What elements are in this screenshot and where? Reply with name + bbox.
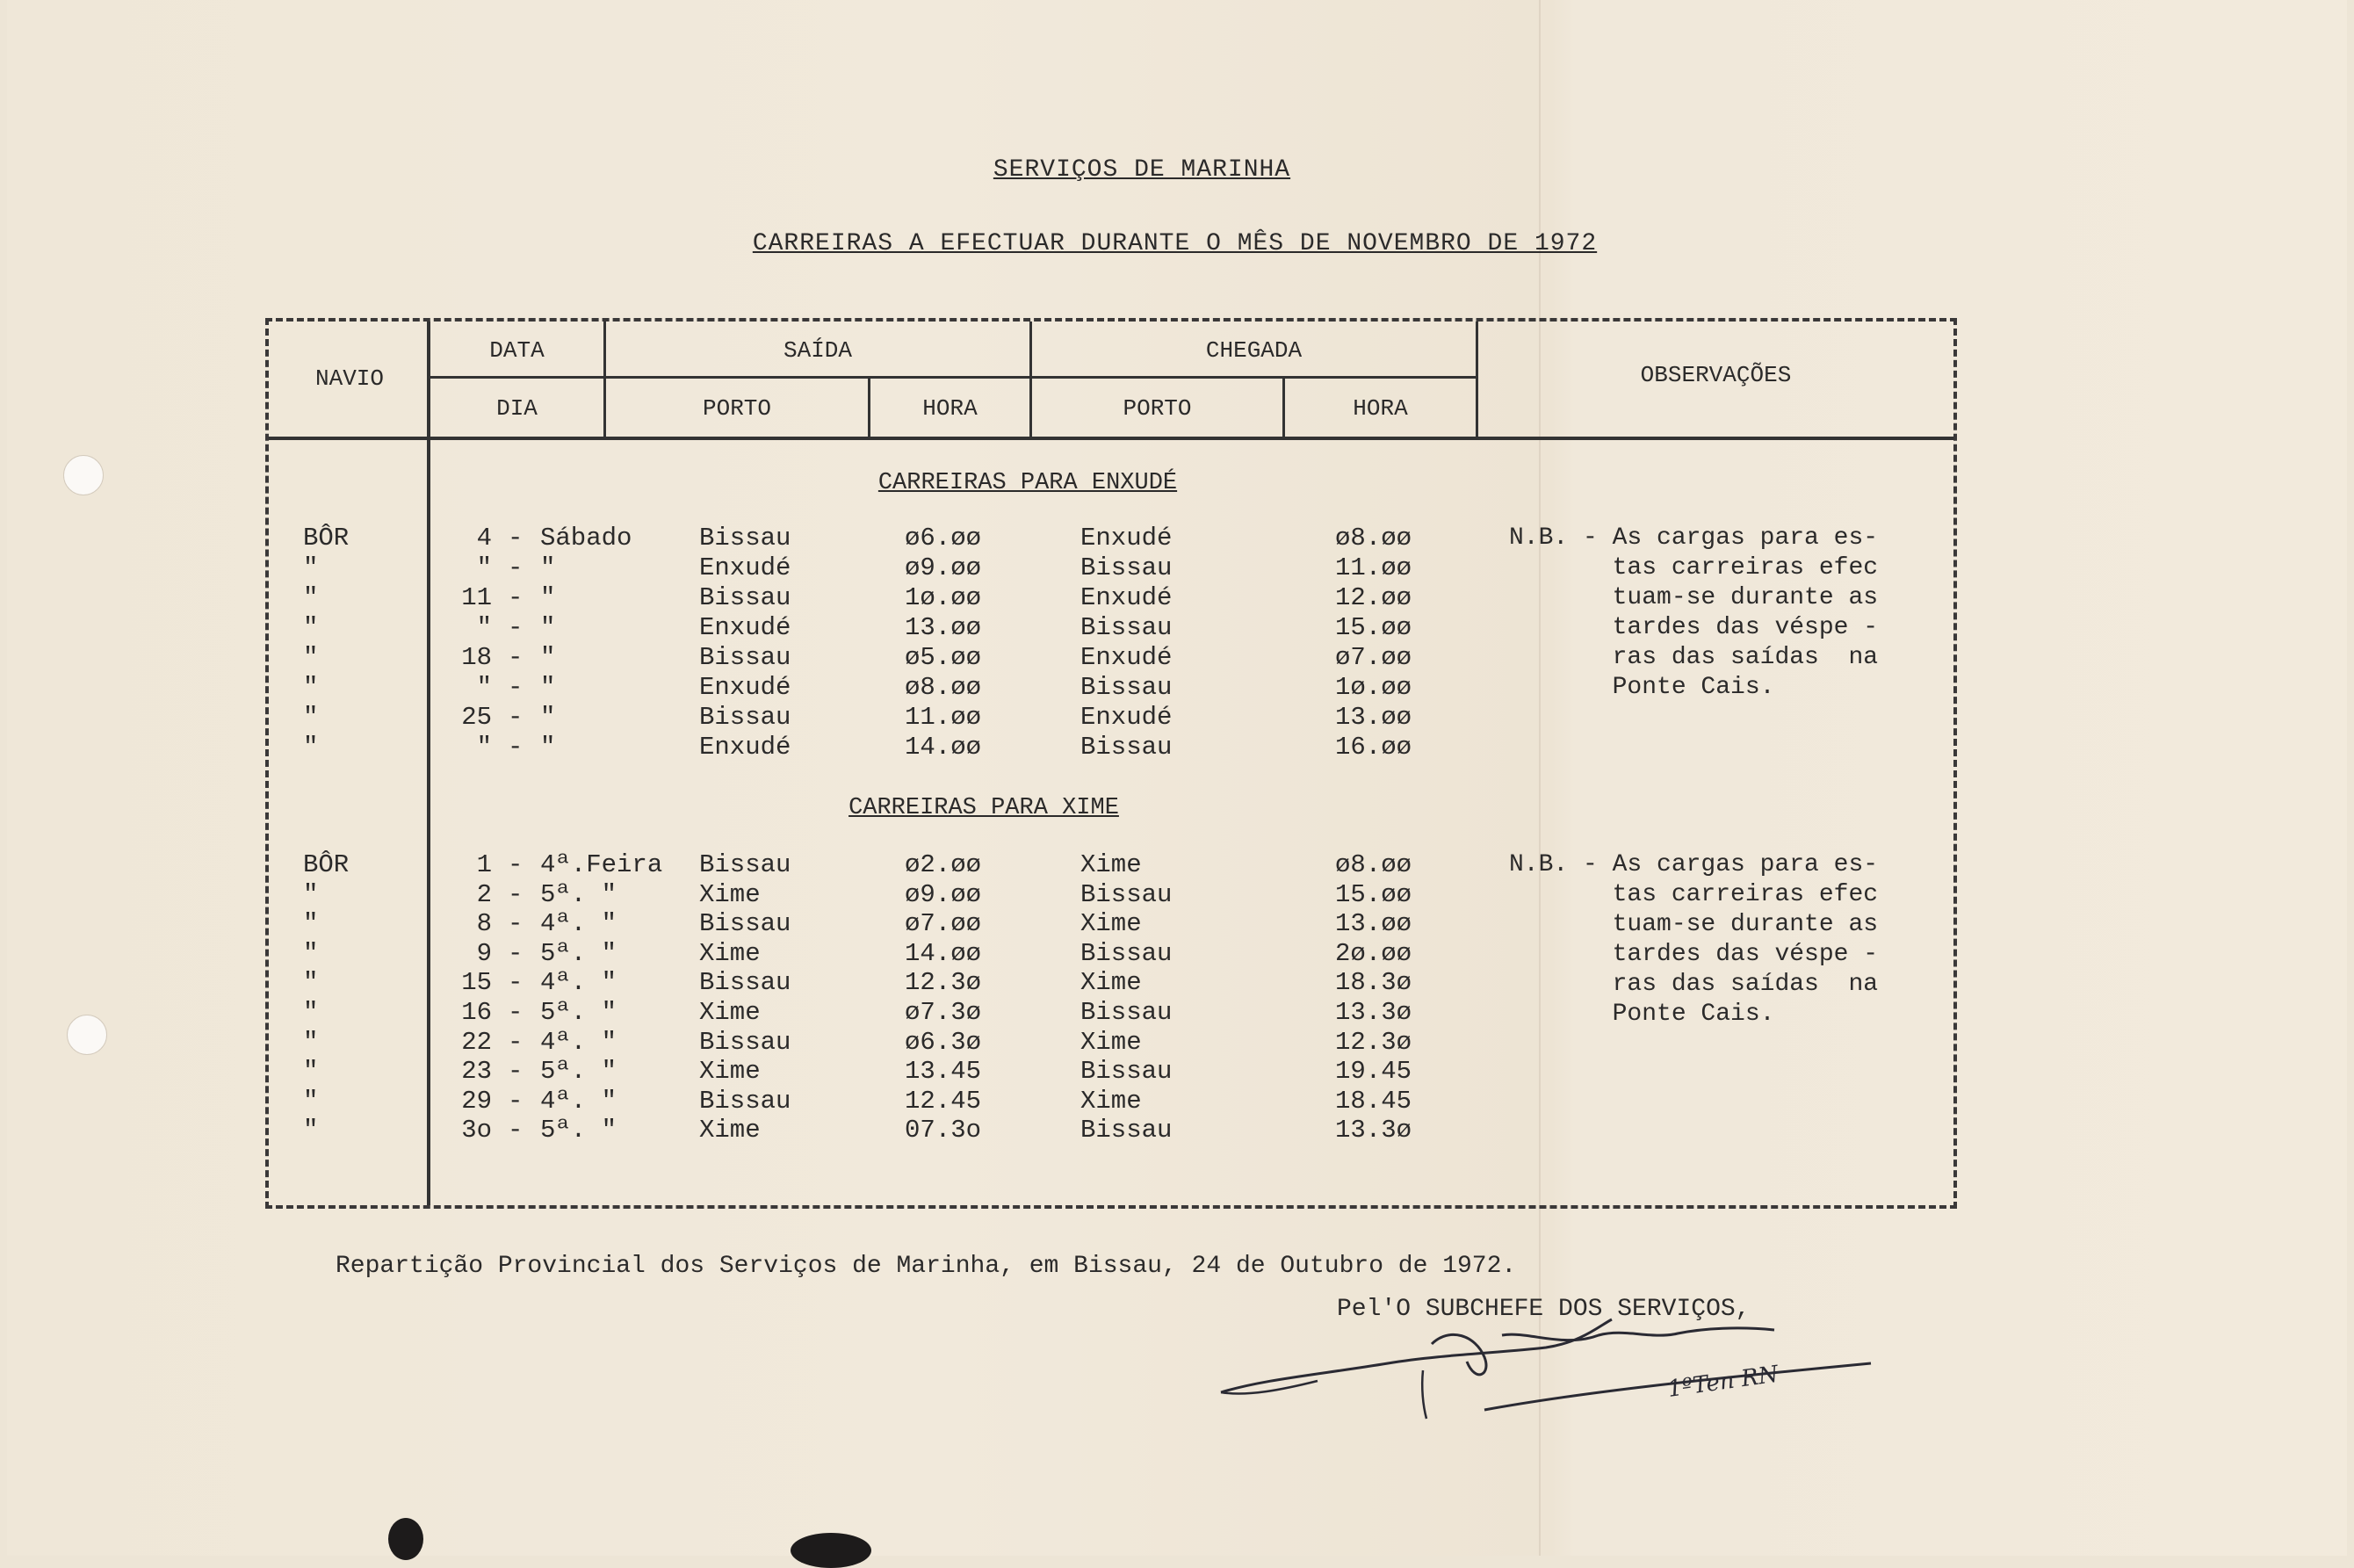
cell-navio: " <box>303 998 319 1027</box>
cell-chegada-hora: 13.3ø <box>1335 1116 1412 1145</box>
cell-chegada-porto: Bissau <box>1080 673 1173 702</box>
cell-saida-hora: ø6.3ø <box>905 1027 982 1057</box>
cell-dia: 4ª. " <box>540 1027 617 1057</box>
row-separator: - <box>508 1086 524 1116</box>
cell-num: 18 <box>461 643 492 672</box>
cell-saida-porto: Enxudé <box>699 553 791 582</box>
cell-chegada-porto: Enxudé <box>1080 643 1173 672</box>
cell-saida-hora: 11.øø <box>905 703 982 732</box>
navio-column-divider <box>427 322 430 1205</box>
cell-num: " <box>476 553 492 582</box>
cell-saida-porto: Enxudé <box>699 673 791 702</box>
row-separator: - <box>508 524 524 553</box>
observation-line: Ponte Cais. <box>1509 1001 1775 1028</box>
row-separator: - <box>508 879 524 909</box>
cell-num: 16 <box>461 998 492 1027</box>
row-separator: - <box>508 1116 524 1145</box>
cell-num: 11 <box>461 583 492 612</box>
cell-saida-porto: Bissau <box>699 643 791 672</box>
cell-navio: " <box>303 968 319 998</box>
cell-chegada-hora: 13.3ø <box>1335 998 1412 1027</box>
punch-hole-top <box>63 455 104 495</box>
cell-saida-porto: Bissau <box>699 968 791 998</box>
header-navio: NAVIO <box>314 365 384 392</box>
cell-chegada-hora: ø8.øø <box>1335 524 1412 553</box>
cell-saida-hora: 07.3o <box>905 1116 982 1145</box>
cell-dia: 5ª. " <box>540 938 617 968</box>
cell-num: " <box>476 733 492 762</box>
cell-navio: " <box>303 703 319 732</box>
row-separator: - <box>508 850 524 879</box>
footer-signatory: Pel'O SUBCHEFE DOS SERVIÇOS, <box>1337 1296 1751 1323</box>
cell-chegada-porto: Enxudé <box>1080 703 1173 732</box>
cell-saida-hora: ø7.øø <box>905 909 982 939</box>
cell-chegada-hora: 12.øø <box>1335 583 1412 612</box>
cell-saida-porto: Bissau <box>699 583 791 612</box>
observation-line: tardes das véspe - <box>1509 941 1879 968</box>
cell-saida-hora: 14.øø <box>905 938 982 968</box>
observation-line: tuam-se durante as <box>1509 911 1879 938</box>
header-divider <box>269 437 1953 440</box>
cell-num: 2 <box>476 879 492 909</box>
document-heading: SERVIÇOS DE MARINHA <box>993 156 1291 184</box>
cell-saida-porto: Bissau <box>699 850 791 879</box>
cell-saida-porto: Bissau <box>699 524 791 553</box>
cell-saida-porto: Xime <box>699 1057 761 1087</box>
cell-num: 9 <box>476 938 492 968</box>
cell-saida-porto: Enxudé <box>699 733 791 762</box>
cell-num: 8 <box>476 909 492 939</box>
punch-hole-bottom <box>67 1015 107 1055</box>
cell-dia: " <box>540 703 556 732</box>
cell-saida-hora: 14.øø <box>905 733 982 762</box>
header-observacoes: OBSERVAÇÕES <box>1640 362 1792 388</box>
cell-chegada-porto: Enxudé <box>1080 583 1173 612</box>
cell-chegada-hora: ø8.øø <box>1335 850 1412 879</box>
observation-line: ras das saídas na <box>1509 644 1879 671</box>
observation-line: N.B. - As cargas para es- <box>1509 851 1879 878</box>
ink-blot <box>791 1533 871 1568</box>
row-separator: - <box>508 553 524 582</box>
cell-chegada-hora: 18.3ø <box>1335 968 1412 998</box>
cell-chegada-porto: Bissau <box>1080 1116 1173 1145</box>
observation-line: tas carreiras efec <box>1509 881 1879 908</box>
cell-chegada-porto: Xime <box>1080 850 1142 879</box>
cell-saida-hora: 12.3ø <box>905 968 982 998</box>
cell-saida-porto: Bissau <box>699 703 791 732</box>
cell-saida-porto: Xime <box>699 1116 761 1145</box>
cell-navio: " <box>303 583 319 612</box>
cell-saida-hora: ø7.3ø <box>905 998 982 1027</box>
cell-dia: " <box>540 733 556 762</box>
cell-num: 23 <box>461 1057 492 1087</box>
cell-saida-hora: ø2.øø <box>905 850 982 879</box>
cell-chegada-porto: Bissau <box>1080 733 1173 762</box>
ink-blot <box>388 1518 423 1560</box>
row-separator: - <box>508 733 524 762</box>
cell-num: 29 <box>461 1086 492 1116</box>
observation-enxude <box>1509 524 1878 703</box>
cell-dia: 4ª. " <box>540 909 617 939</box>
row-separator: - <box>508 703 524 732</box>
cell-chegada-hora: 12.3ø <box>1335 1027 1412 1057</box>
cell-chegada-hora: 15.øø <box>1335 879 1412 909</box>
cell-saida-porto: Xime <box>699 938 761 968</box>
cell-navio: " <box>303 673 319 702</box>
row-separator: - <box>508 938 524 968</box>
header-saida: SAÍDA <box>783 337 852 364</box>
cell-chegada-porto: Xime <box>1080 1086 1142 1116</box>
cell-dia: " <box>540 553 556 582</box>
cell-dia: " <box>540 673 556 702</box>
cell-saida-hora: 12.45 <box>905 1086 982 1116</box>
cell-num: " <box>476 613 492 642</box>
cell-chegada-porto: Bissau <box>1080 1057 1173 1087</box>
cell-chegada-hora: 13.øø <box>1335 909 1412 939</box>
cell-chegada-porto: Bissau <box>1080 998 1173 1027</box>
header-chegada: CHEGADA <box>1205 337 1303 364</box>
header-chegada-porto: PORTO <box>1123 395 1192 422</box>
cell-navio: " <box>303 733 319 762</box>
cell-chegada-hora: 11.øø <box>1335 553 1412 582</box>
cell-num: 4 <box>476 524 492 553</box>
cell-saida-hora: ø9.øø <box>905 879 982 909</box>
cell-navio: " <box>303 938 319 968</box>
cell-chegada-hora: ø7.øø <box>1335 643 1412 672</box>
cell-navio: " <box>303 879 319 909</box>
cell-dia: 5ª. " <box>540 998 617 1027</box>
handwritten-signature <box>1212 1309 1880 1432</box>
observation-line: N.B. - As cargas para es- <box>1509 524 1879 552</box>
cell-navio: " <box>303 1057 319 1087</box>
cell-chegada-hora: 1ø.øø <box>1335 673 1412 702</box>
row-separator: - <box>508 968 524 998</box>
cell-navio: BÔR <box>303 524 350 553</box>
cell-saida-porto: Bissau <box>699 1027 791 1057</box>
cell-saida-porto: Xime <box>699 879 761 909</box>
cell-chegada-porto: Bissau <box>1080 613 1173 642</box>
cell-dia: 4ª. " <box>540 1086 617 1116</box>
cell-navio: " <box>303 1116 319 1145</box>
cell-num: 25 <box>461 703 492 732</box>
cell-saida-hora: ø9.øø <box>905 553 982 582</box>
cell-saida-porto: Bissau <box>699 909 791 939</box>
header-data: DATA <box>489 337 545 364</box>
row-separator: - <box>508 1057 524 1087</box>
cell-navio: " <box>303 1086 319 1116</box>
row-separator: - <box>508 909 524 939</box>
cell-chegada-hora: 19.45 <box>1335 1057 1412 1087</box>
cell-dia: " <box>540 583 556 612</box>
cell-saida-hora: ø8.øø <box>905 673 982 702</box>
cell-saida-hora: ø6.øø <box>905 524 982 553</box>
cell-dia: 4ª. " <box>540 968 617 998</box>
section-title-xime: CARREIRAS PARA XIME <box>848 795 1119 821</box>
cell-saida-hora: 13.øø <box>905 613 982 642</box>
cell-chegada-hora: 18.45 <box>1335 1086 1412 1116</box>
row-separator: - <box>508 583 524 612</box>
cell-navio: " <box>303 553 319 582</box>
cell-dia: 5ª. " <box>540 879 617 909</box>
cell-chegada-hora: 13.øø <box>1335 703 1412 732</box>
cell-dia: 5ª. " <box>540 1057 617 1087</box>
cell-chegada-porto: Bissau <box>1080 553 1173 582</box>
observation-line: tas carreiras efec <box>1509 554 1879 582</box>
cell-num: 1 <box>476 850 492 879</box>
cell-chegada-hora: 2ø.øø <box>1335 938 1412 968</box>
cell-dia: " <box>540 643 556 672</box>
section-title-enxude: CARREIRAS PARA ENXUDÉ <box>877 470 1178 496</box>
cell-chegada-porto: Xime <box>1080 909 1142 939</box>
header-saida-porto: PORTO <box>702 395 771 422</box>
header-saida-hora: HORA <box>922 395 978 422</box>
cell-dia: 4ª.Feira <box>540 850 663 879</box>
header-dia: DIA <box>496 395 538 422</box>
cell-saida-porto: Xime <box>699 998 761 1027</box>
cell-num: 15 <box>461 968 492 998</box>
cell-navio: " <box>303 1027 319 1057</box>
cell-navio: " <box>303 909 319 939</box>
observation-line: tardes das véspe - <box>1509 614 1879 641</box>
row-separator: - <box>508 998 524 1027</box>
cell-num: " <box>476 673 492 702</box>
cell-saida-hora: 1ø.øø <box>905 583 982 612</box>
header-chegada-hora: HORA <box>1353 395 1408 422</box>
document-subheading: CARREIRAS A EFECTUAR DURANTE O MÊS DE NOVEMBRO DE 1972 <box>752 230 1598 257</box>
cell-navio: BÔR <box>303 850 350 879</box>
cell-chegada-porto: Bissau <box>1080 938 1173 968</box>
cell-saida-hora: 13.45 <box>905 1057 982 1087</box>
footer-place-date: Repartição Provincial dos Serviços de Marinha, em Bissau, 24 de Outubro de 1972. <box>336 1253 1517 1280</box>
cell-chegada-hora: 15.øø <box>1335 613 1412 642</box>
row-separator: - <box>508 673 524 702</box>
observation-xime <box>1509 850 1878 1030</box>
row-separator: - <box>508 613 524 642</box>
cell-num: 3o <box>461 1116 492 1145</box>
cell-chegada-porto: Bissau <box>1080 879 1173 909</box>
cell-chegada-hora: 16.øø <box>1335 733 1412 762</box>
cell-saida-hora: ø5.øø <box>905 643 982 672</box>
signature-rank: 1ºTen RN <box>1665 1361 1780 1403</box>
row-separator: - <box>508 1027 524 1057</box>
cell-chegada-porto: Enxudé <box>1080 524 1173 553</box>
observation-line: ras das saídas na <box>1509 971 1879 998</box>
row-separator: - <box>508 643 524 672</box>
observation-line: Ponte Cais. <box>1509 674 1775 701</box>
cell-chegada-porto: Xime <box>1080 1027 1142 1057</box>
cell-dia: Sábado <box>540 524 632 553</box>
cell-navio: " <box>303 613 319 642</box>
cell-dia: " <box>540 613 556 642</box>
cell-num: 22 <box>461 1027 492 1057</box>
cell-dia: 5ª. " <box>540 1116 617 1145</box>
cell-navio: " <box>303 643 319 672</box>
cell-saida-porto: Bissau <box>699 1086 791 1116</box>
observation-line: tuam-se durante as <box>1509 584 1879 611</box>
cell-saida-porto: Enxudé <box>699 613 791 642</box>
cell-chegada-porto: Xime <box>1080 968 1142 998</box>
